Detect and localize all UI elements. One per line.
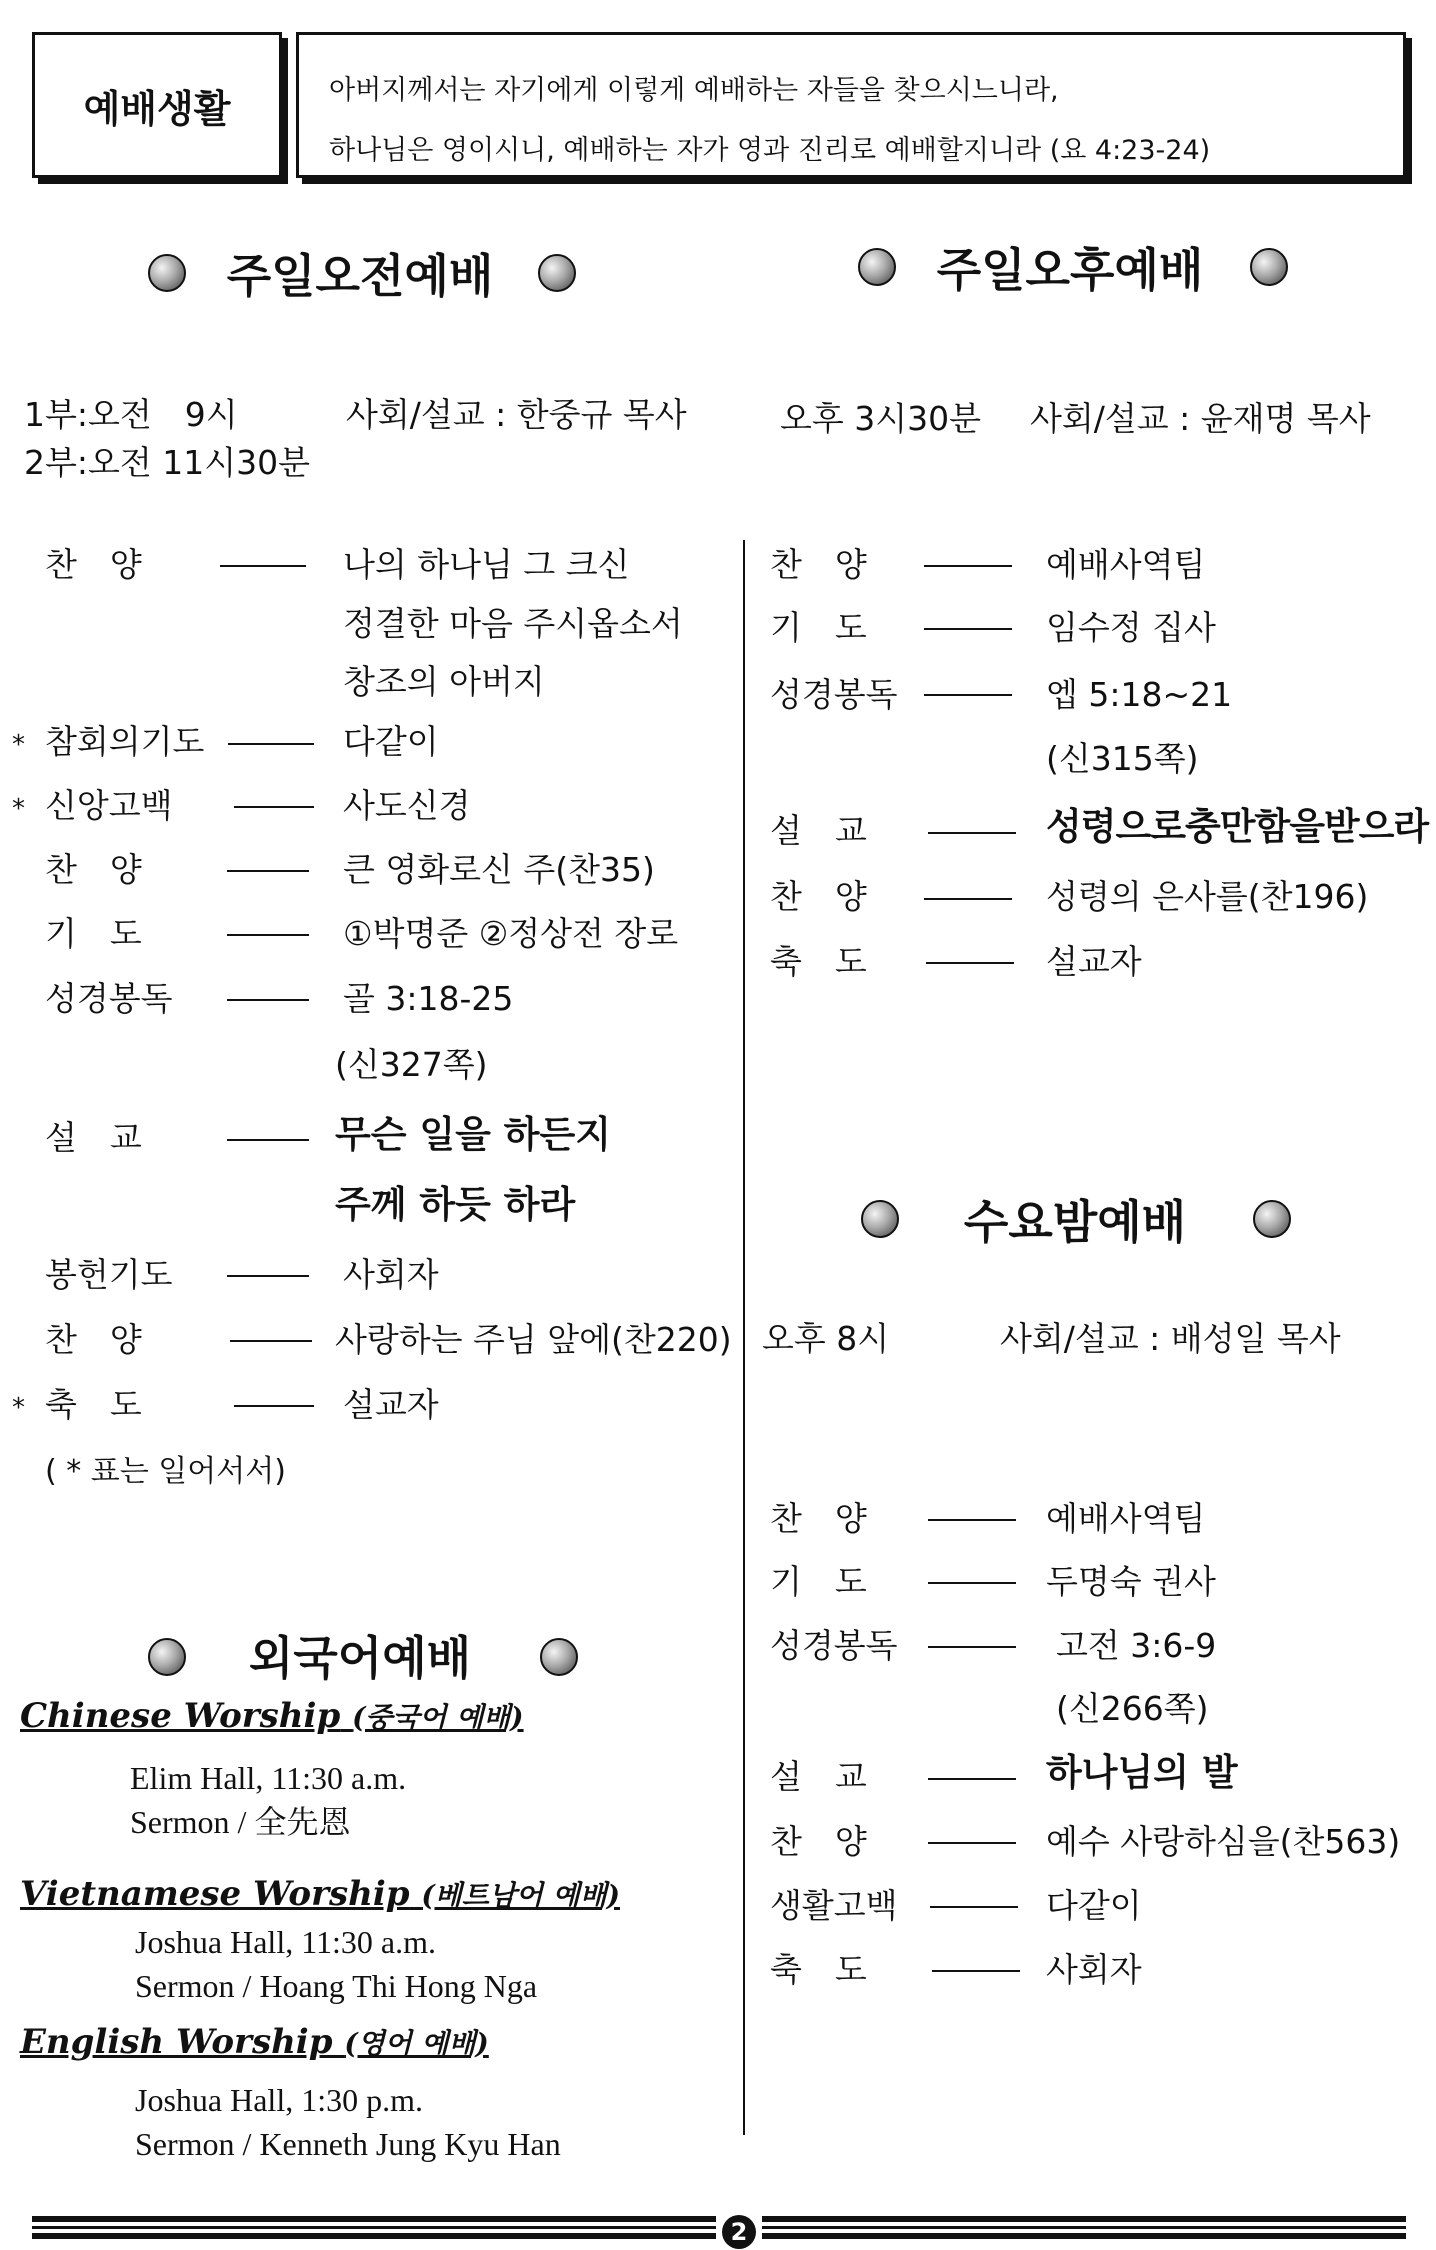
vietnamese-worship-title [20,1874,620,1914]
morning-leader: 사회/설교 : 한중규 목사 [346,395,687,434]
header-label [32,32,282,178]
order-label: 축 도 [770,942,867,981]
dash-line [924,565,1012,567]
bullet-icon [538,254,576,292]
bullet-icon [861,1200,899,1238]
dash-line [227,999,309,1001]
dash-line [932,1970,1020,1972]
order-value: 두명숙 권사 [1046,1562,1216,1601]
dash-line [228,743,314,745]
sermon-title: 주께 하듯 하라 [335,1183,576,1226]
order-value: 다같이 [1046,1886,1142,1925]
order-value: 예배사역팀 [1046,545,1206,584]
dash-line [928,1646,1016,1648]
order-label: 축 도 [770,1950,867,1989]
verse-line-2: 하나님은 영이시니, 예배하는 자가 영과 진리로 예배할지니라 (요 4:23-24) [329,135,1211,166]
order-value: (신315쪽) [1046,739,1199,778]
sermon-title: 무슨 일을 하든지 [335,1113,611,1156]
english-worship-name: English Worship [20,2022,333,2062]
order-label: 생활고백 [770,1886,898,1925]
order-value: 정결한 마음 주시옵소서 [343,604,683,643]
english-worship-sermon: Sermon / Kenneth Jung Kyu Han [135,2126,561,2162]
morning-title: 주일오전예배 [226,249,494,303]
order-value: 창조의 아버지 [343,662,545,701]
bullet-icon [148,1638,186,1676]
order-value: 나의 하나님 그 크신 [343,545,630,584]
vietnamese-worship-sub: (베트남어 예배) [421,1879,620,1912]
dash-line [924,694,1012,696]
chinese-worship-info [130,1756,406,1844]
dash-line [924,628,1012,630]
order-value: 설교자 [343,1385,439,1424]
column-divider [743,540,745,2135]
dash-line [230,1340,312,1342]
chinese-worship-sub: (중국어 예배) [352,1701,524,1734]
order-label: 찬 양 [770,1822,867,1861]
wednesday-title: 수요밤예배 [963,1195,1187,1249]
bullet-icon [858,248,896,286]
order-label: 찬 양 [770,545,867,584]
english-worship-sub: (영어 예배) [344,2027,489,2060]
order-value: 성령의 은사를(찬196) [1046,877,1369,916]
header-verse [296,32,1406,178]
chinese-worship-name: Chinese Worship [20,1696,341,1736]
bullet-icon [540,1638,578,1676]
verse-line-1: 아버지께서는 자기에게 이렇게 예배하는 자들을 찾으시느니라, [329,75,1059,106]
order-value: 고전 3:6-9 [1056,1626,1217,1665]
order-value: 예수 사랑하심을(찬563) [1046,1822,1401,1861]
order-value: 예배사역팀 [1046,1499,1206,1538]
order-value: 임수정 집사 [1046,608,1216,647]
dash-line [928,1582,1016,1584]
order-label: 성경봉독 [770,1626,898,1665]
wednesday-leader: 사회/설교 : 배성일 목사 [1000,1319,1341,1358]
standing-star: * [12,1393,25,1423]
wednesday-time: 오후 8시 [762,1319,890,1358]
vietnamese-worship-sermon: Sermon / Hoang Thi Hong Nga [135,1968,538,2004]
dash-line [227,1275,309,1277]
order-label: 신앙고백 [45,786,173,825]
page-number: 2 [722,2215,756,2249]
order-label: 찬 양 [770,1499,867,1538]
order-label: 설 교 [770,1757,867,1796]
order-label: 성경봉독 [770,675,898,714]
standing-star: * [12,794,25,824]
morning-time-2: 2부:오전 11시30분 [24,443,310,482]
dash-line [926,962,1014,964]
order-label: 찬 양 [45,545,142,584]
english-worship-info [135,2078,561,2166]
chinese-worship-sermon: Sermon / 全先恩 [130,1804,351,1840]
foreign-title: 외국어예배 [248,1631,472,1685]
order-value: 엡 5:18~21 [1046,675,1233,714]
order-label: 찬 양 [45,850,142,889]
order-label: 참회의기도 [45,722,205,761]
order-label: 기 도 [770,608,867,647]
order-value: 설교자 [1046,942,1142,981]
order-label: 기 도 [45,914,142,953]
vietnamese-worship-name: Vietnamese Worship [20,1874,410,1914]
dash-line [220,565,306,567]
order-value: ①박명준 ②정상전 장로 [343,914,679,953]
chinese-worship-title [20,1696,524,1736]
order-value: 사랑하는 주님 앞에(찬220) [335,1320,732,1359]
dash-line [928,1519,1016,1521]
order-label: 설 교 [45,1118,142,1157]
dash-line [928,1842,1016,1844]
dash-line [227,870,309,872]
standing-note: ( * 표는 일어서서) [45,1454,286,1489]
order-value: 다같이 [343,722,439,761]
vietnamese-worship-place: Joshua Hall, 11:30 a.m. [135,1924,436,1960]
order-value: 사회자 [1046,1950,1142,1989]
order-label: 성경봉독 [45,979,173,1018]
morning-time-1: 1부:오전 9시 [24,395,238,434]
bullet-icon [1250,248,1288,286]
order-value: (신327쪽) [335,1045,488,1084]
english-worship-place: Joshua Hall, 1:30 p.m. [135,2082,423,2118]
afternoon-time: 오후 3시30분 [780,399,981,438]
dash-line [234,806,314,808]
order-value: 사회자 [343,1255,439,1294]
sermon-title: 성령으로충만함을받으라 [1046,805,1429,848]
dash-line [227,1139,309,1141]
dash-line [928,832,1016,834]
dash-line [227,934,309,936]
order-value: 골 3:18-25 [343,979,514,1018]
dash-line [930,1906,1018,1908]
order-label: 축 도 [45,1385,142,1424]
dash-line [234,1405,314,1407]
order-value: 큰 영화로신 주(찬35) [343,850,655,889]
standing-star: * [12,730,25,760]
order-label: 찬 양 [770,877,867,916]
order-value: 사도신경 [343,786,471,825]
order-label: 설 교 [770,811,867,850]
header-label-text: 예배생활 [83,86,231,131]
vietnamese-worship-info [135,1920,537,2008]
order-value: (신266쪽) [1056,1689,1209,1728]
bullet-icon [1253,1200,1291,1238]
dash-line [928,1778,1016,1780]
order-label: 기 도 [770,1562,867,1601]
sermon-title: 하나님의 발 [1046,1751,1238,1794]
order-label: 찬 양 [45,1320,142,1359]
afternoon-title: 주일오후예배 [936,243,1204,297]
bullet-icon [148,254,186,292]
english-worship-title [20,2022,489,2062]
chinese-worship-place: Elim Hall, 11:30 a.m. [130,1760,407,1796]
order-label: 봉헌기도 [45,1255,173,1294]
dash-line [924,898,1012,900]
afternoon-leader: 사회/설교 : 윤재명 목사 [1030,399,1371,438]
